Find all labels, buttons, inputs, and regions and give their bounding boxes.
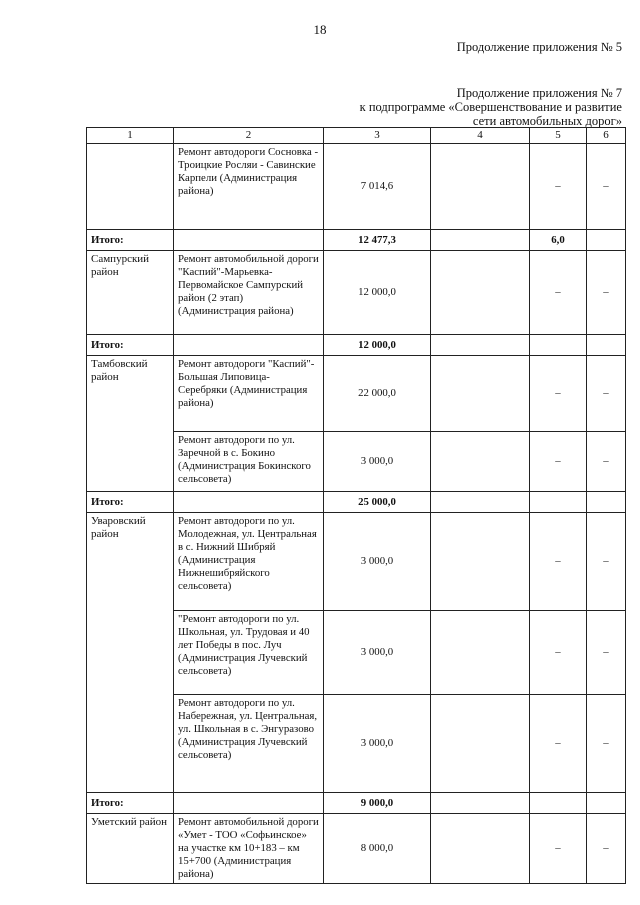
road-repair-table (86, 127, 626, 884)
col6-cell: – (587, 814, 626, 884)
district-cell: Уваровский район (87, 513, 174, 793)
column-number-row (87, 128, 626, 144)
amount-cell: 3 000,0 (324, 513, 431, 611)
col6-cell: – (587, 251, 626, 335)
work-description: Ремонт автодороги "Каспий"-Большая Липовица-Серебряки (Администрация района) (174, 356, 324, 432)
total-col4 (431, 230, 530, 251)
table-row (87, 144, 626, 230)
appendix-5-header: Продолжение приложения № 5 (456, 40, 622, 54)
table-row (87, 814, 626, 884)
total-amount: 12 000,0 (324, 335, 431, 356)
col6-cell: – (587, 513, 626, 611)
col6-cell: – (587, 611, 626, 695)
total-row (87, 793, 626, 814)
total-col5: 6,0 (530, 230, 587, 251)
table-row (87, 356, 626, 432)
col4-cell (431, 814, 530, 884)
col5-cell: – (530, 611, 587, 695)
col6-cell: – (587, 432, 626, 492)
col6-cell: – (587, 144, 626, 230)
total-amount: 12 477,3 (324, 230, 431, 251)
appendix-7-line2: к подпрограмме «Совершенствование и развитие (359, 100, 622, 114)
col5-cell: – (530, 251, 587, 335)
total-amount: 25 000,0 (324, 492, 431, 513)
col6-cell: – (587, 695, 626, 793)
amount-cell: 22 000,0 (324, 356, 431, 432)
district-cell: Сампурский район (87, 251, 174, 335)
total-row (87, 335, 626, 356)
total-label: Итого: (87, 335, 174, 356)
page-number: 18 (313, 22, 327, 37)
col5-cell: – (530, 513, 587, 611)
column-number: 6 (587, 128, 626, 144)
col5-cell: – (530, 432, 587, 492)
total-label: Итого: (87, 492, 174, 513)
col4-cell (431, 356, 530, 432)
total-label: Итого: (87, 793, 174, 814)
total-row (87, 492, 626, 513)
total-empty (174, 793, 324, 814)
col4-cell (431, 144, 530, 230)
col6-cell: – (587, 356, 626, 432)
total-col5 (530, 335, 587, 356)
col4-cell (431, 695, 530, 793)
column-number: 5 (530, 128, 587, 144)
column-number: 3 (324, 128, 431, 144)
col5-cell: – (530, 144, 587, 230)
work-description: Ремонт автомобильной дороги «Умет - ТОО «Софьинское» на участке км 10+183 – км 15+700 (Администрация района) (174, 814, 324, 884)
work-description: Ремонт автодороги по ул. Молодежная, ул. Центральная в с. Нижний Шибряй (Администрация Нижнешибряйского сельсовета) (174, 513, 324, 611)
total-label: Итого: (87, 230, 174, 251)
work-description: Ремонт автомобильной дороги "Каспий"-Марьевка-Первомайское Сампурский район (2 этап) (Администрация района) (174, 251, 324, 335)
district-cell: Тамбовский район (87, 356, 174, 492)
total-col6 (587, 793, 626, 814)
table-row (87, 251, 626, 335)
total-col5 (530, 492, 587, 513)
district-cell (87, 144, 174, 230)
district-cell: Уметский район (87, 814, 174, 884)
appendix-7-line1: Продолжение приложения № 7 (456, 86, 622, 100)
total-col4 (431, 492, 530, 513)
total-col6 (587, 492, 626, 513)
total-col4 (431, 335, 530, 356)
amount-cell: 3 000,0 (324, 695, 431, 793)
amount-cell: 3 000,0 (324, 432, 431, 492)
total-row (87, 230, 626, 251)
amount-cell: 12 000,0 (324, 251, 431, 335)
total-col4 (431, 793, 530, 814)
total-col6 (587, 230, 626, 251)
total-empty (174, 492, 324, 513)
total-empty (174, 335, 324, 356)
col5-cell: – (530, 356, 587, 432)
col4-cell (431, 251, 530, 335)
column-number: 4 (431, 128, 530, 144)
total-col6 (587, 335, 626, 356)
work-description: Ремонт автодороги по ул. Заречной в с. Бокино (Администрация Бокинского сельсовета) (174, 432, 324, 492)
total-col5 (530, 793, 587, 814)
col4-cell (431, 611, 530, 695)
col4-cell (431, 513, 530, 611)
amount-cell: 3 000,0 (324, 611, 431, 695)
table-row (87, 513, 626, 611)
col4-cell (431, 432, 530, 492)
appendix-7-line3: сети автомобильных дорог» (472, 114, 622, 128)
work-description: Ремонт автодороги по ул. Набережная, ул. Центральная, ул. Школьная в с. Энгуразово (Администрация Лучевский сельсовета) (174, 695, 324, 793)
total-empty (174, 230, 324, 251)
amount-cell: 8 000,0 (324, 814, 431, 884)
column-number: 1 (87, 128, 174, 144)
total-amount: 9 000,0 (324, 793, 431, 814)
col5-cell: – (530, 695, 587, 793)
appendix-7-header (360, 86, 622, 128)
work-description: "Ремонт автодороги по ул. Школьная, ул. Трудовая и 40 лет Победы в пос. Луч (Администрация Лучевский сельсовета) (174, 611, 324, 695)
work-description: Ремонт автодороги Сосновка - Троицкие Росляи - Савинские Карпели (Администрация района) (174, 144, 324, 230)
column-number: 2 (174, 128, 324, 144)
col5-cell: – (530, 814, 587, 884)
amount-cell: 7 014,6 (324, 144, 431, 230)
